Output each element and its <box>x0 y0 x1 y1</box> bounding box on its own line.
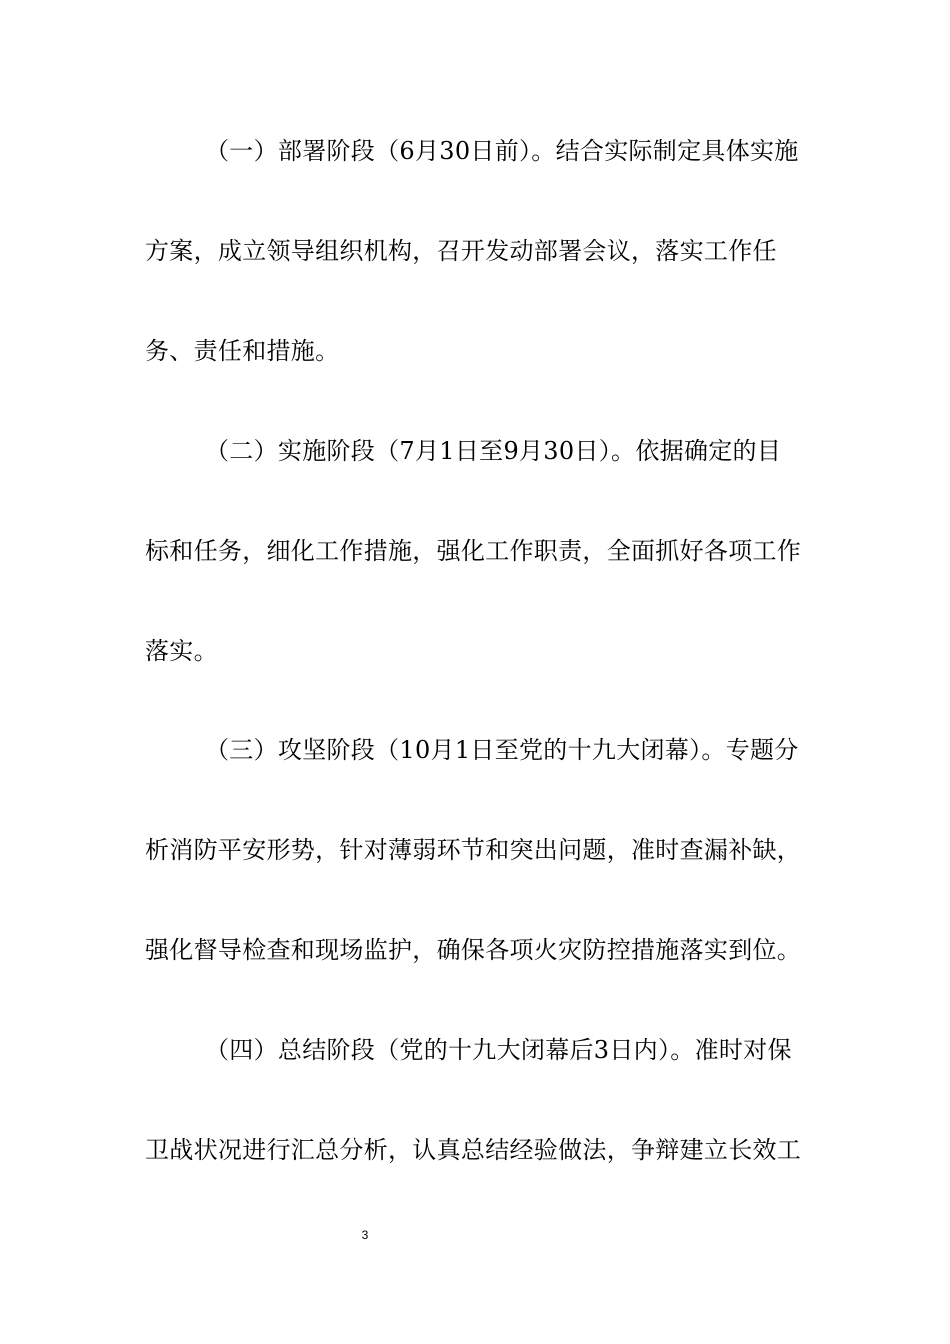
paragraph-2-line-3: 落实。 <box>145 637 218 665</box>
paragraph-3-line-3: 强化督导检查和现场监护，确保各项火灾防控措施落实到位。 <box>145 936 802 964</box>
paragraph-2-line-1: （二）实施阶段（7月1日至9月30日）。依据确定的目 <box>205 437 782 465</box>
page-number: 3 <box>361 1228 369 1242</box>
paragraph-1-line-3: 务、责任和措施。 <box>145 337 340 365</box>
paragraph-3-line-2: 析消防平安形势，针对薄弱环节和突出问题，准时查漏补缺， <box>145 836 802 864</box>
paragraph-1-line-2: 方案，成立领导组织机构，召开发动部署会议，落实工作任 <box>145 237 777 265</box>
paragraph-4-line-2: 卫战状况进行汇总分析，认真总结经验做法，争辩建立长效工 <box>145 1136 802 1164</box>
paragraph-2-line-2: 标和任务，细化工作措施，强化工作职责，全面抓好各项工作 <box>145 537 802 565</box>
paragraph-4-line-1: （四）总结阶段（党的十九大闭幕后3日内）。准时对保 <box>205 1036 792 1064</box>
paragraph-3-line-1: （三）攻坚阶段（10月1日至党的十九大闭幕）。专题分 <box>205 736 799 764</box>
paragraph-1-line-1: （一）部署阶段（6月30日前）。结合实际制定具体实施 <box>205 137 799 165</box>
